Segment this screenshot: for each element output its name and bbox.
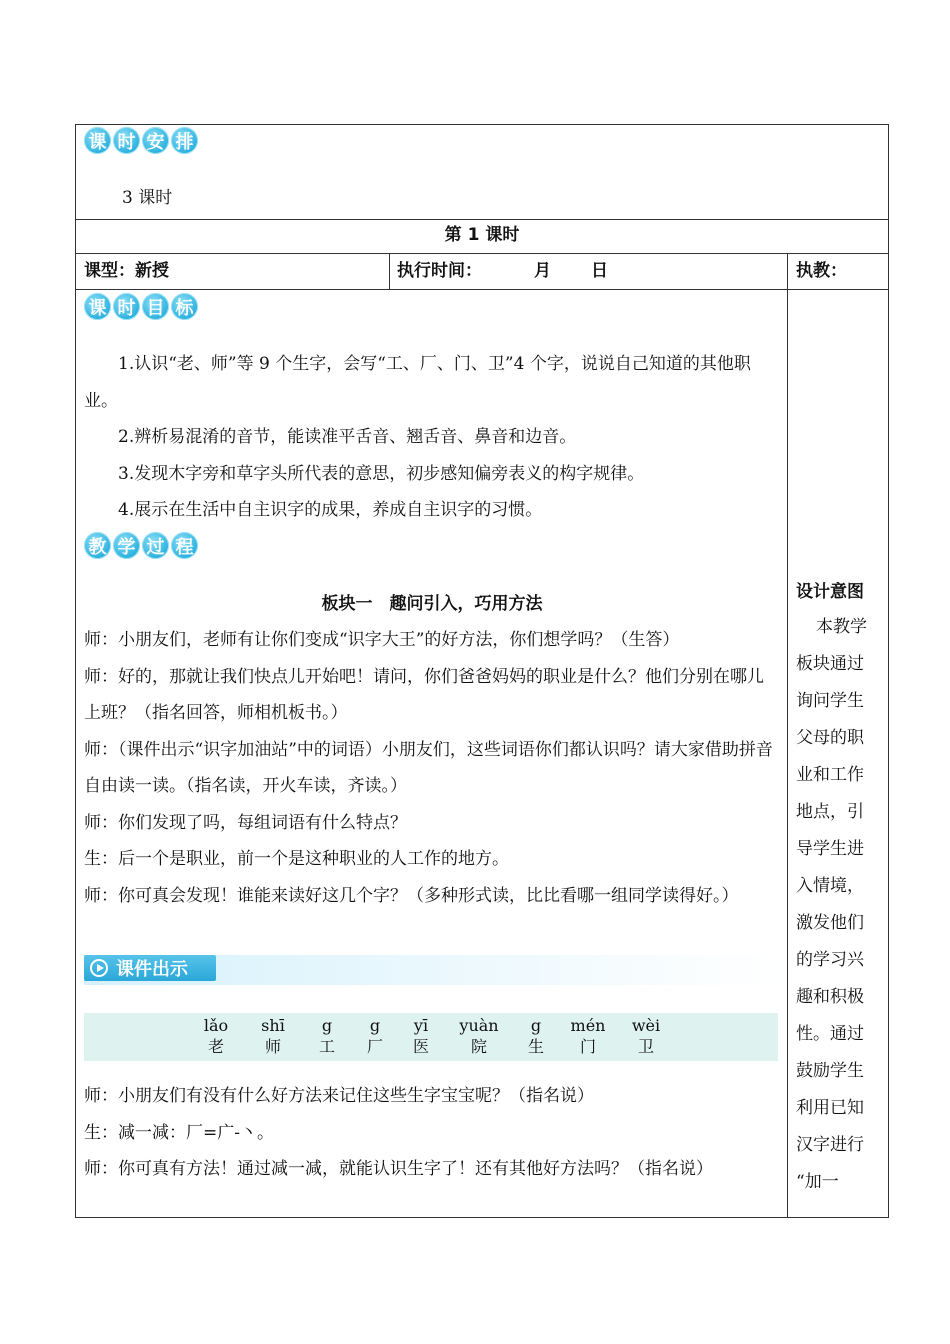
- dialogue-line: 师：好的，那就让我们快点儿开始吧！请问，你们爸爸妈妈的职业是什么？他们分别在哪儿上班？（指名回答，师相机板书。）: [84, 666, 764, 723]
- courseware-tag: 课件出示: [84, 955, 216, 981]
- goal-item: 1.认识“老、师”等 9 个生字，会写“工、厂、门、卫”4 个字，说说自己知道的其他职业。: [84, 354, 751, 411]
- block-title: 板块一 趣问引入，巧用方法: [321, 594, 543, 614]
- character-card: [558, 1015, 618, 1057]
- dialogue-list: [84, 622, 780, 914]
- column-divider: [787, 253, 788, 1218]
- dialogue-line: 师：你可真会发现！谁能来读好这几个字？（多种形式读，比比看哪一组同学读得好。）: [84, 885, 739, 906]
- character-card: [186, 1015, 246, 1057]
- design-intent-title: 设计意图: [796, 582, 864, 602]
- column-divider: [389, 253, 390, 289]
- character: 厂: [366, 1037, 383, 1056]
- character: 院: [470, 1037, 487, 1056]
- goals-list: [84, 346, 780, 529]
- play-icon: [90, 959, 108, 977]
- character: 医: [412, 1037, 429, 1056]
- dialogue-line: 师：你们发现了吗，每组词语有什么特点？: [84, 812, 407, 833]
- row-divider: [75, 289, 889, 290]
- character-card: [616, 1015, 676, 1057]
- pinyin: yī: [413, 1016, 429, 1035]
- pinyin: lǎo: [203, 1016, 229, 1035]
- pinyin: wèi: [631, 1016, 661, 1035]
- character: 生: [527, 1037, 544, 1056]
- day-label: 日: [591, 261, 608, 281]
- lesson-type: 课型：新授: [84, 261, 169, 281]
- dialogue-line: 生：减一减：厂=广-丶。: [84, 1122, 274, 1143]
- design-intent-text: 本教学 板块通过 询问学生 父母的职 业和工作 地点，引 导学生进 入情境， 激发他们 的学习兴 趣和积极 性。通过 鼓励学生 利用已知 汉字进行 “加一: [796, 617, 867, 1192]
- character: 老: [207, 1037, 224, 1056]
- teaching-process-badge: 教 学 过 程: [84, 532, 198, 559]
- dialogue-line: 生：后一个是职业，前一个是这种职业的人工作的地方。: [84, 849, 509, 869]
- goal-item: 2.辨析易混淆的音节，能读准平舌音、翘舌音、鼻音和边音。: [118, 427, 577, 447]
- pinyin: shī: [261, 1016, 285, 1035]
- pinyin: g: [369, 1016, 381, 1035]
- pinyin: mén: [570, 1016, 606, 1035]
- goal-item: 4.展示在生活中自主识字的成果，养成自主识字的习惯。: [118, 500, 543, 520]
- execution-time-label: 执行时间：: [397, 261, 482, 281]
- pinyin: g: [321, 1016, 333, 1035]
- character-card: [391, 1015, 451, 1057]
- pinyin: g: [530, 1016, 542, 1035]
- dialogue-line: 师：你可真有方法！通过减一减，就能认识生字了！还有其他好方法吗？（指名说）: [84, 1159, 713, 1179]
- dialogue-after-list: [84, 1078, 780, 1188]
- lesson-count: 3 课时: [122, 188, 173, 208]
- character: 门: [579, 1037, 596, 1056]
- character-card: [243, 1015, 303, 1057]
- month-label: 月: [534, 261, 551, 281]
- character-card: [449, 1015, 509, 1057]
- lesson-title: 第 1 课时: [444, 225, 520, 245]
- dialogue-line: 师：（课件出示“识字加油站”中的词语）小朋友们，这些词语你们都认识吗？请大家借助拼音自由读一读。（指名读，开火车读，齐读。）: [84, 739, 773, 796]
- dialogue-line: 师：小朋友们，老师有让你们变成“识字大王”的好方法，你们想学吗？（生答）: [84, 630, 680, 650]
- character: 卫: [637, 1037, 654, 1056]
- teacher-label: 执教：: [796, 261, 847, 281]
- goal-item: 3.发现木字旁和草字头所代表的意思，初步感知偏旁表义的构字规律。: [118, 463, 645, 484]
- character: 工: [318, 1037, 335, 1056]
- lesson-goals-badge: 课 时 目 标: [84, 293, 198, 320]
- character: 师: [264, 1037, 281, 1056]
- dialogue-line: 师：小朋友们有没有什么好方法来记住这些生字宝宝呢？（指名说）: [84, 1086, 594, 1106]
- character-card: [506, 1015, 566, 1057]
- pinyin: yuàn: [459, 1016, 499, 1035]
- lesson-arrangement-badge: 课 时 安 排: [84, 127, 198, 154]
- row-divider: [75, 253, 889, 254]
